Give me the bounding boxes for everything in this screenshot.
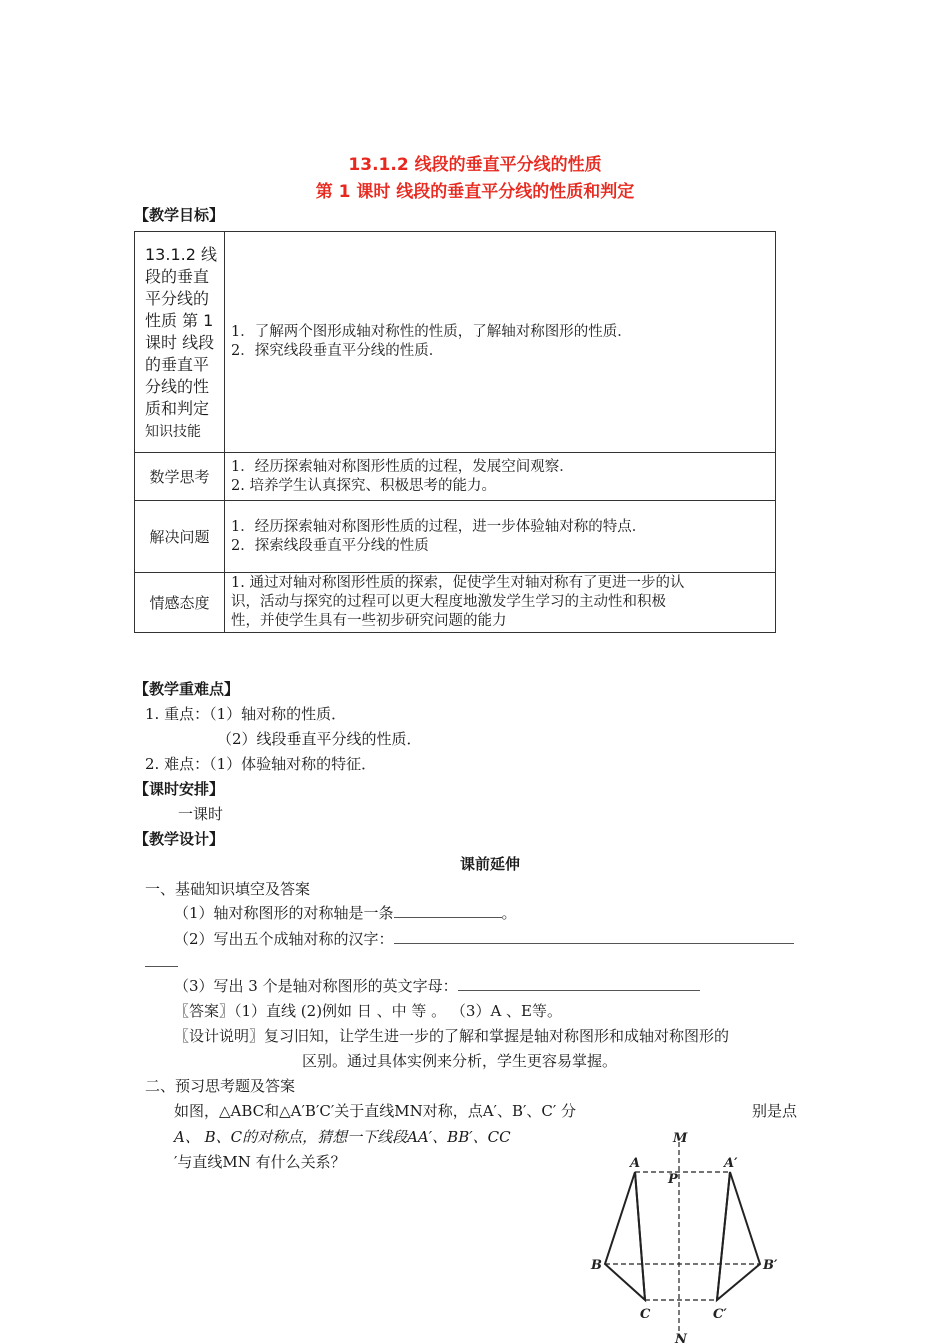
goals-row4-right <box>225 573 776 633</box>
part1-q1-end: 。 <box>501 904 517 922</box>
label-B: B <box>591 1258 602 1273</box>
section-time: 【课时安排】 <box>134 780 225 798</box>
goals-row4-line2: 识，活动与探究的过程可以更大程度地激发学生学习的主动性和积极 <box>231 594 666 610</box>
part1-heading: 一、基础知识填空及答案 <box>145 880 311 898</box>
label-A-prime: A′ <box>724 1156 738 1171</box>
part2-p1: 如图，△ABC和△A′B′C′关于直线MN对称，点A′、B′、C′ 分 <box>174 1102 577 1120</box>
label-B-prime: B′ <box>763 1258 778 1273</box>
goals-row1-line1: 1．了解两个图形成轴对称性的性质，了解轴对称图形的性质． <box>231 324 632 340</box>
time-text: 一课时 <box>178 805 224 823</box>
goals-row2-line1: 1．经历探索轴对称图形性质的过程，发展空间观察． <box>231 458 574 475</box>
label-A: A <box>630 1156 641 1171</box>
part1-q1 <box>174 902 517 923</box>
label-C: C <box>640 1307 651 1322</box>
doc-title: 13.1.2 线段的垂直平分线的性质 <box>348 155 602 175</box>
part1-q2-blank <box>394 929 794 944</box>
goals-row1-line2: 2．探究线段垂直平分线的性质． <box>231 343 444 359</box>
pre-heading: 课前延伸 <box>459 855 520 873</box>
part1-answer: 〖答案〗（1）直线 (2)例如 日 、中 等 。 （3）A 、E等。 <box>174 1002 562 1020</box>
part1-q3-blank <box>458 976 700 991</box>
part2-p2: A、 B、C的对称点，猜想一下线段AA′、BB′、CC <box>174 1128 511 1146</box>
part2-heading: 二、预习思考题及答案 <box>145 1077 296 1095</box>
goals-row3-line1: 1．经历探索轴对称图形性质的过程，进一步体验轴对称的特点． <box>231 518 647 535</box>
section-design: 【教学设计】 <box>134 830 225 848</box>
part1-q2-blank-cont <box>145 966 178 967</box>
goals-row4-line1: 1. 通过对轴对称图形性质的探索，促使学生对轴对称有了更进一步的认 <box>231 575 685 591</box>
key-line2: （2）线段垂直平分线的性质． <box>217 730 422 748</box>
part1-q3-text: （3）写出 3 个是轴对称图形的英文字母： <box>174 977 458 995</box>
goals-row2-right <box>225 453 776 501</box>
goals-row1-left <box>135 232 225 453</box>
part2-p1-end: 别是点 <box>752 1102 798 1120</box>
symmetry-figure <box>585 1128 785 1344</box>
key-line1: 1. 重点：（1）轴对称的性质． <box>145 705 347 723</box>
goals-row4-line3: 性，并使学生具有一些初步研究问题的能力 <box>231 613 507 629</box>
part1-q1-blank <box>394 903 502 918</box>
goals-row1-right <box>225 232 776 453</box>
label-M: M <box>673 1131 688 1146</box>
goals-row3-line2: 2．探索线段垂直平分线的性质 <box>231 537 429 554</box>
key-line3: 2. 难点：（1）体验轴对称的特征． <box>145 755 377 773</box>
section-key: 【教学重难点】 <box>134 680 240 698</box>
goals-row4-left: 情感态度 <box>135 573 225 633</box>
goals-row2-line2: 2. 培养学生认真探究、积极思考的能力。 <box>231 477 496 494</box>
goals-row1-left-title: 13.1.2 线段的垂直平分线的性质 第 1 课时 线段的垂直平分线的性质和判定 <box>145 244 217 418</box>
part1-note1: 〖设计说明〗复习旧知，让学生进一步的了解和掌握是轴对称图形和成轴对称图形的 <box>174 1027 730 1045</box>
label-P: P <box>668 1172 678 1187</box>
goals-row3-left: 解决问题 <box>135 501 225 573</box>
section-goals: 【教学目标】 <box>134 206 225 224</box>
part1-note2: 区别。通过具体实例来分析，学生更容易掌握。 <box>302 1052 618 1070</box>
label-N: N <box>675 1332 687 1344</box>
goals-row2-left: 数学思考 <box>135 453 225 501</box>
part1-q3 <box>174 975 700 996</box>
part2-p3: ′与直线MN 有什么关系？ <box>174 1153 346 1171</box>
goals-row3-right <box>225 501 776 573</box>
part1-q2 <box>174 928 794 949</box>
goals-row1-left-label: 知识技能 <box>145 423 201 440</box>
part1-q1-text: （1）轴对称图形的对称轴是一条 <box>174 904 394 922</box>
doc-subtitle: 第 1 课时 线段的垂直平分线的性质和判定 <box>315 182 635 202</box>
part1-q2-text: （2）写出五个成轴对称的汉字： <box>174 930 394 948</box>
label-C-prime: C′ <box>713 1307 727 1322</box>
goals-table <box>134 231 776 633</box>
